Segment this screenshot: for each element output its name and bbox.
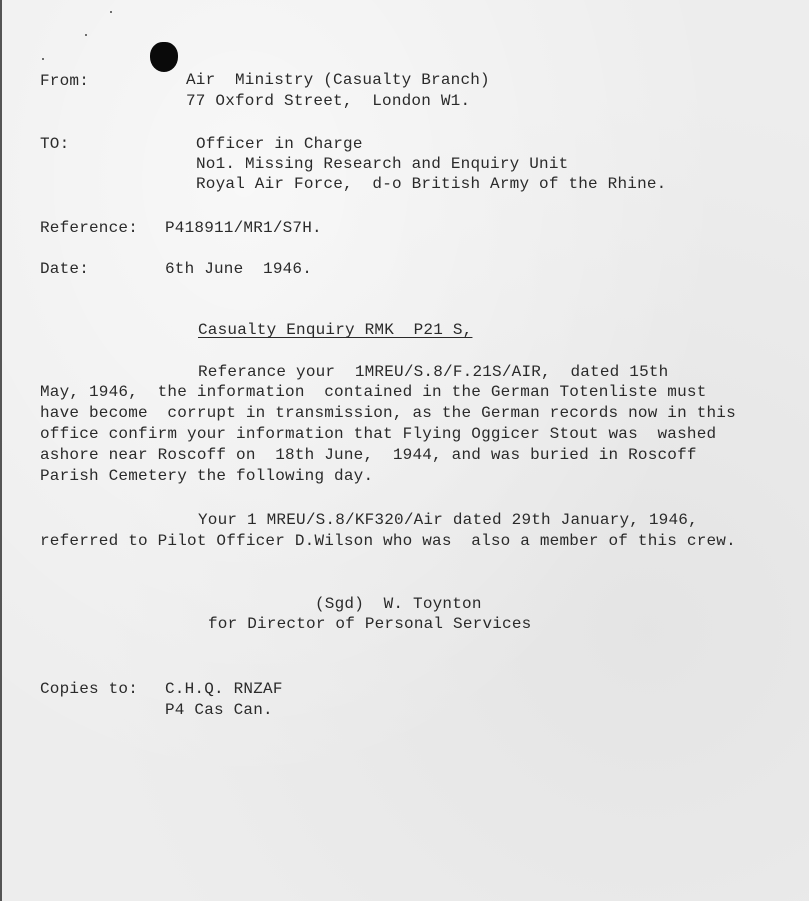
paragraph-2-line: referred to Pilot Officer D.Wilson who was also a member of this crew. — [40, 532, 736, 550]
to-label: TO: — [40, 135, 70, 153]
paragraph-1-line: May, 1946, the information contained in the German Totenliste must — [40, 383, 707, 401]
paragraph-1-line: have become corrupt in transmission, as the German records now in this — [40, 404, 736, 422]
reference-label: Reference: — [40, 219, 139, 237]
to-line-3: Royal Air Force, d-o British Army of the Rhine. — [196, 175, 667, 193]
signature-name: (Sgd) W. Toynton — [315, 595, 482, 613]
copies-label: Copies to: — [40, 680, 139, 698]
reference-value: P418911/MR1/S7H. — [165, 219, 322, 237]
to-line-2: No1. Missing Research and Enquiry Unit — [196, 155, 569, 173]
paper-speck — [42, 58, 44, 60]
copies-line-1: C.H.Q. RNZAF — [165, 680, 283, 698]
date-label: Date: — [40, 260, 90, 278]
paper-speck — [85, 34, 87, 36]
to-line-1: Officer in Charge — [196, 135, 363, 153]
punch-hole-blot — [150, 42, 178, 72]
from-label: From: — [40, 72, 90, 90]
paper-speck — [110, 11, 112, 13]
paragraph-1-line: office confirm your information that Flying Oggicer Stout was washed — [40, 425, 717, 443]
paragraph-2-line: Your 1 MREU/S.8/KF320/Air dated 29th January, 1946, — [198, 511, 698, 529]
paragraph-1-line: Referance your 1MREU/S.8/F.21S/AIR, dated 15th — [198, 363, 669, 381]
subject-line: Casualty Enquiry RMK P21 S, — [198, 321, 473, 339]
copies-line-2: P4 Cas Can. — [165, 701, 273, 719]
from-line-1: Air Ministry (Casualty Branch) — [186, 71, 490, 89]
paragraph-1-line: Parish Cemetery the following day. — [40, 467, 374, 485]
paragraph-1-line: ashore near Roscoff on 18th June, 1944, and was buried in Roscoff — [40, 446, 697, 464]
signature-title: for Director of Personal Services — [208, 615, 532, 633]
date-value: 6th June 1946. — [165, 260, 313, 278]
from-line-2: 77 Oxford Street, London W1. — [186, 92, 471, 110]
